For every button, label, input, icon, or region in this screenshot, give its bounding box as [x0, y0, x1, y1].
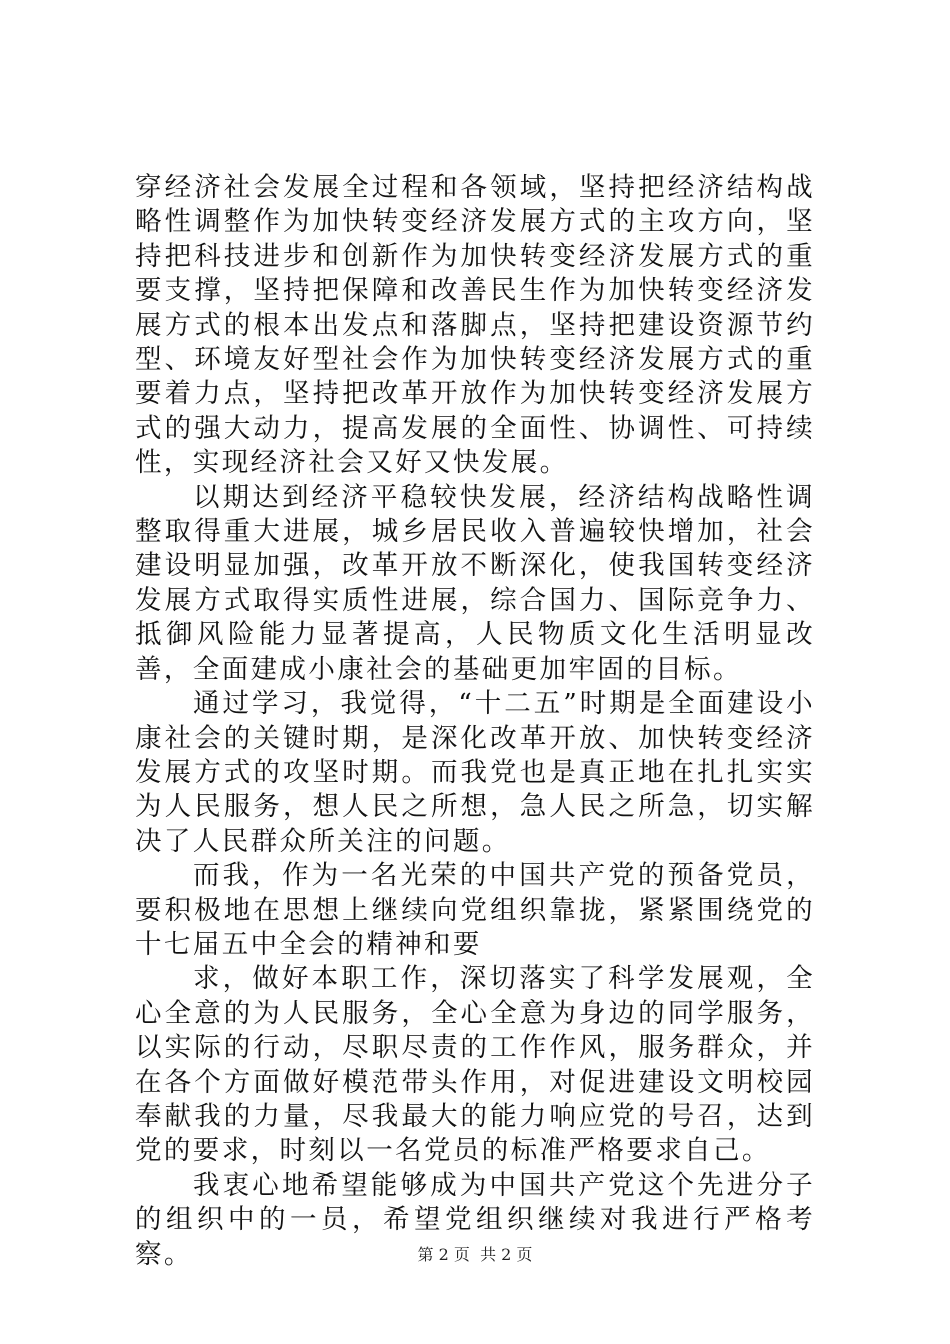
- page-number: 第 2 页: [417, 1245, 470, 1264]
- paragraph-goals: 以期达到经济平稳较快发展，经济结构战略性调整取得重大进展，城乡居民收入普遍较快增加，社会建设明显加强，改革开放不断深化，使我国转变经济发展方式取得实质性进展，综合国力、国际竞争力、抵御风险能力显著提高，人民物质文化生活明显改善，全面建成小康社会的基础更加牢固的目标。: [135, 481, 815, 685]
- paragraph-continuation: 穿经济社会发展全过程和各领域，坚持把经济结构战略性调整作为加快转变经济发展方式的主攻方向，坚持把科技进步和创新作为加快转变经济发展方式的重要支撑，坚持把保障和改善民生作为加快转变经济发展方式的根本出发点和落脚点，坚持把建设资源节约型、环境友好型社会作为加快转变经济发展方式的重要着力点，坚持把改革开放作为加快转变经济发展方式的强大动力，提高发展的全面性、协调性、可持续性，实现经济社会又好又快发展。: [135, 172, 815, 479]
- page-total: 共 2 页: [480, 1245, 533, 1264]
- paragraph-closing-wish: 我衷心地希望能够成为中国共产党这个先进分子的组织中的一员，希望党组织继续对我进行严格考察。: [135, 1169, 815, 1270]
- document-body: [135, 171, 815, 1272]
- paragraph-study-reflection: 通过学习，我觉得，“十二五”时期是全面建设小康社会的关键时期，是深化改革开放、加快转变经济发展方式的攻坚时期。而我党也是真正地在扎扎实实为人民服务，想人民之所想，急人民之所急，切实解决了人民群众所关注的问题。: [135, 688, 815, 857]
- footer-spacer: [470, 1245, 480, 1264]
- page-footer: [0, 1244, 950, 1266]
- paragraph-probationary-member: 而我，作为一名光荣的中国共产党的预备党员，要积极地在思想上继续向党组织靠拢，紧紧围绕党的十七届五中全会的精神和要: [135, 860, 815, 960]
- paragraph-duties: 求，做好本职工作，深切落实了科学发展观，全心全意的为人民服务，全心全意为身边的同学服务，以实际的行动，尽职尽责的工作作风，服务群众，并在各个方面做好模范带头作用，对促进建设文明校园奉献我的力量，尽我最大的能力响应党的号召，达到党的要求，时刻以一名党员的标准严格要求自己。: [135, 963, 815, 1167]
